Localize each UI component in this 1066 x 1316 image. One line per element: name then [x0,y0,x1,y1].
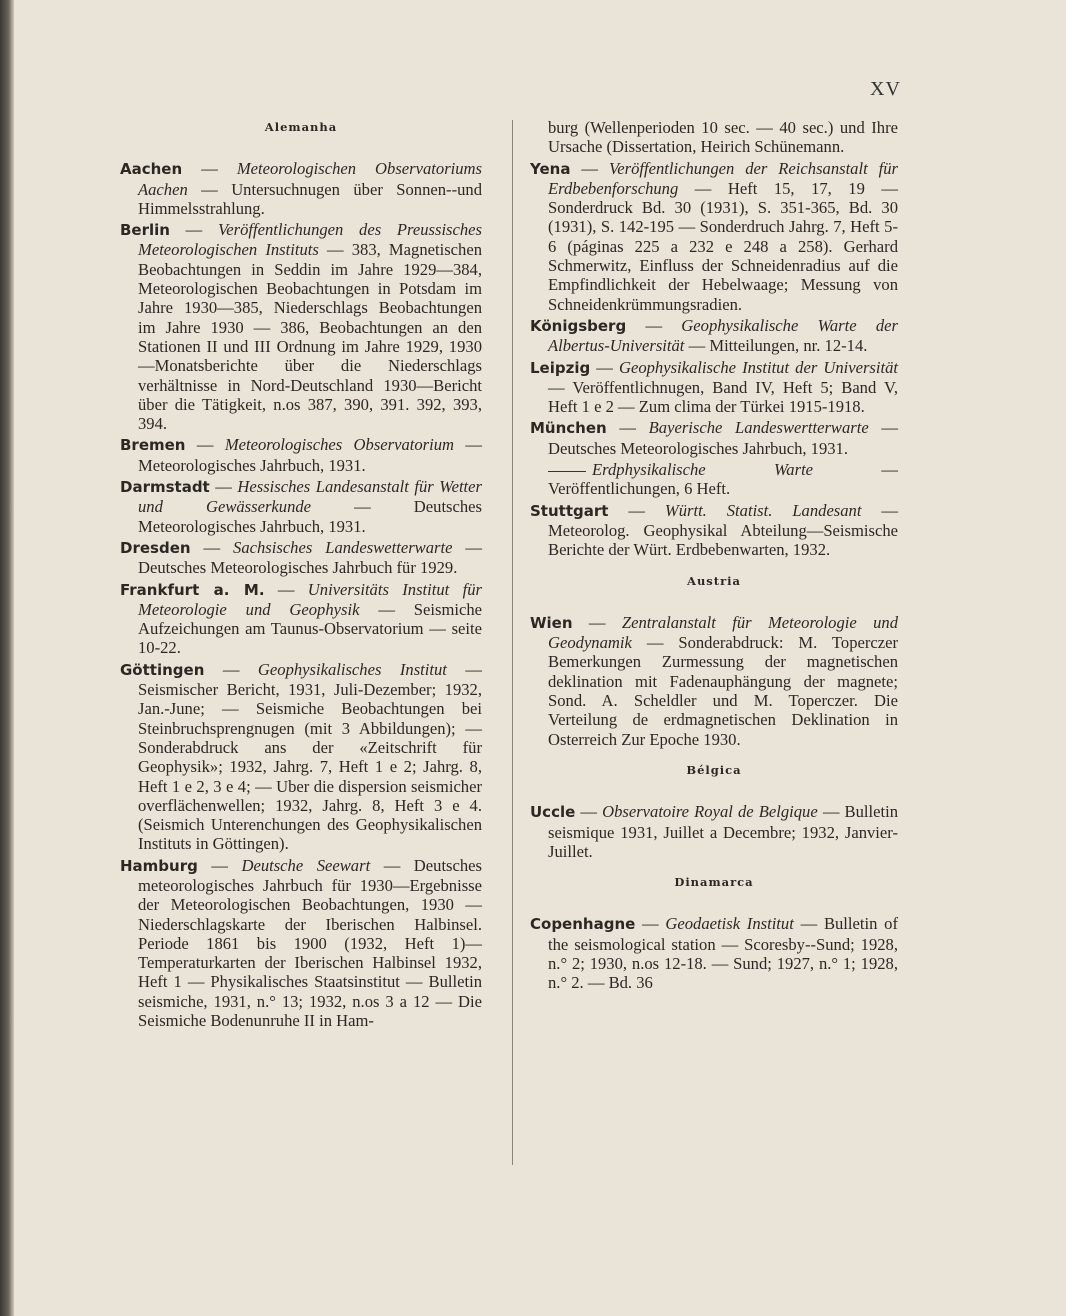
entry-institution: Deutsche Seewart [241,855,371,875]
entry: Hamburg — Deutsche Seewart — Deutsches meteorologisches Jahrbuch für 1930—Ergebnisse der Meteorologischen Beobachtungen, 1930 — Niederschlagskarte der Iberischen Halbinsel. Periode 1861 bis 1900 (1932, Heft 1)—Temperaturkarten der Iberischen Halbinsel 1932, Heft 1 — Physikalisches Staatsinstitut — Bulletin seismiche, 1931, n.° 13; 1932, n.os 3 a 12 — Die Seismiche Bodenunruhe II in Ham- [120,855,482,1031]
entry: München — Bayerische Landeswertterwarte — Deutsches Meteorologisches Jahrbuch, 1931. [530,418,898,458]
entry-institution: Universitäts Institut für Meteorologie und Geophysik [138,579,482,619]
entry-city: Copenhagne [530,915,636,934]
left-column [120,118,482,1032]
entry-text: Untersuchnugen über Sonnen--und Himmelsstrahlung. [138,179,482,218]
entry-institution: Observatoire Royal de Belgique [602,802,818,822]
entry: Dresden — Sachsisches Landeswetterwarte — Deutsches Meteorologisches Jahrbuch für 1929. [120,537,483,578]
entry-city: Berlin [120,221,170,240]
entry-text: Bulletin of the seismological station — Scoresby--Sund; 1928, n.° 2; 1930, n.os 12-18. — Sund; 1927, n.° 1; 1928, n.° 2. — Bd. 36 [548,914,898,993]
entry-city: München [530,419,607,438]
entry: Berlin — Veröffentlichungen des Preussisches Meteorologischen Instituts — 383, Magnetischen Beobachtungen in Seddin im Jahre 1929—384, Meteorologischen Beobachtungen in Potsdam im Jahre 1930—385, Niederschlags Beobachtungen im Jahre 1930 — 386, Beobachtungen an den Stationen II und III Ordnung im Jahre 1929, 1930—Monatsberichte über die Niederschlags verhältnisse in Nord-Deutschland 1930—Bericht über die Tätigkeit, n.os 387, 390, 391. 392, 393, 394. [120,220,483,434]
entry-institution: Hessisches Landesanstalt für Wetter und Gewässerkunde [138,477,482,517]
column-divider [512,120,513,1165]
entry-institution: Meteorologisches Observatorium [224,435,455,455]
entry: Wien — Zentralanstalt für Meteorologie und Geodynamik — Sonderabdruck: M. Toperczer Bemerkungen Zurmessung der magnetischen deklination mit Fadenauphängung der magnete; Sond. A. Scheldler und M. Toperczer. Die Verteilung de erdmagnetischen Deklination in Osterreich Zur Epoche 1930. [530,612,899,749]
entry: Darmstadt — Hessisches Landesanstalt für Wetter und Gewässerkunde — Deutsches Meteorologisches Jahrbuch, 1931. [120,477,482,536]
section-heading-austria: Austria [687,573,741,588]
entry: Copenhagne — Geodaetisk Institut — Bulletin of the seismological station — Scoresby--Sund; 1928, n.° 2; 1930, n.os 12-18. — Sund; 1927, n.° 1; 1928, n.° 2. — Bd. 36 [530,914,898,993]
entry: Leipzig — Geophysikalische Institut der Universität — Veröffentlichnugen, Band IV, Heft 5; Band V, Heft 1 e 2 — Zum clima der Türkei 1915-1918. [530,357,899,417]
entry-city: Uccle [530,803,576,822]
entry-city: Bremen [120,436,186,455]
entry-city: Darmstadt [120,478,210,497]
entry-text: Sonderabdruck: M. Toperczer Bemerkungen Zurmessung der magnetischen deklination mit Fadenauphängung der magnete; Sond. A. Scheldler und M. Toperczer. Die Verteilung de erdmagnetischen Deklination in Osterreich Zur Epoche 1930. [548,633,898,749]
entry-text: Meteorologisches Jahrbuch, 1931. [138,455,366,475]
entry-city: Yena [530,159,571,178]
entry-text: Seismiche Aufzeichungen am Taunus-Observatorium — seite 10-22. [138,599,482,658]
entry-institution: Bayerische Landeswertterwarte [648,418,869,438]
entry: Göttingen — Geophysikalisches Institut — Seismischer Bericht, 1931, Juli-Dezember; 1932, Jan.-June; — Seismiche Beobachtungen bei Steinbruchsprengnugen (mit 3 Abbildungen); — Sonderabdruck ans der «Zeitschrift für Geophysik»; 1932, Jahrg. 7, Heft 1 e 2; Jahrg. 8, Heft 1 e 2, 3 e 4; — Uber die dispersion seismicher overflächenwellen; 1932, Jahrg. 8, Heft 3 e 4. (Seismich Unterenchungen des Geophysikalischen Instituts in Göttingen). [120,659,482,854]
entry-city: Frankfurt a. M. [120,580,265,599]
entry-institution: Württ. Statist. Landesant [664,500,862,520]
entry: Yena — Veröffentlichungen der Reichsanstalt für Erdbebenforschung — Heft 15, 17, 19 — Sonderdruck Bd. 30 (1931), S. 351-365, Bd. 30 (1931), S. 142-195 — Sonderdruch Jahrg. 7, Heft 5-6 (páginas 225 a 232 e 248 a 258). Gerhard Schmerwitz, Einfluss der Schneidenradius auf die Empfindlichkeit der Hebelwaage; Messung von Schneidenkrümmungsradien. [530,158,899,314]
entry-text: Heft 15, 17, 19 — Sonderdruck Bd. 30 (1931), S. 351-365, Bd. 30 (1931), S. 142-195 — Sonderdruch Jahrg. 7, Heft 5-6 (páginas 225 a 232 e 248 a 258). Gerhard Schmerwitz, Einfluss der Schneidenradius auf die Empfindlichkeit der Hebelwaage; Messung von Schneidenkrümmungsradien. [548,178,898,314]
entry-institution: Meteorologischen Observatoriums Aachen [138,159,482,199]
page-number: XV [870,78,901,100]
entry: Königsberg — Geophysikalische Warte der Albertus-Universität — Mitteilungen, nr. 12-14. [530,315,898,356]
entry-institution: Geodaetisk Institut [665,914,794,934]
ditto-dash [548,471,586,472]
entry-text: Deutsches Meteorologisches Jahrbuch, 1931. [138,497,482,536]
entry-institution: Geophysikalisches Institut [257,659,447,679]
entry-text: Mitteilungen, nr. 12-14. [709,336,868,356]
entry-text: Meteorolog. Geophysikal Abteilung—Seismische Berichte der Würt. Erdbebenwarten, 1932. [548,520,898,560]
entry: Aachen — Meteorologischen Observatoriums Aachen — Untersuchnugen über Sonnen--und Himmelsstrahlung. [120,159,482,218]
entry-institution: Geophysikalische Institut der Universität [618,357,899,377]
entry-institution: Veröffentlichungen des Preussisches Meteorologischen Instituts [138,220,483,260]
entry-institution: Veröffentlichungen der Reichsanstalt für Erdbebenforschung [548,158,899,198]
entry: Frankfurt a. M. — Universitäts Institut für Meteorologie und Geophysik — Seismiche Aufzeichungen am Taunus-Observatorium — seite 10-22. [120,579,482,658]
entry-institution: Geophysikalische Warte der Albertus-Universität [548,315,898,356]
entry-text: Deutsches meteorologisches Jahrbuch für 1930—Ergebnisse der Meteorologischen Beobachtungen, 1930 — Niederschlagskarte der Iberischen Halbinsel. Periode 1861 bis 1900 (1932, Heft 1)—Temperaturkarten der Iberischen Halbinsel 1932, Heft 1 — Physikalisches Staatsinstitut — Bulletin seismiche, 1931, n.° 13; 1932, n.os 3 a 12 — Die Seismiche Bodenunruhe II in Ham- [138,855,482,1031]
entry-city: Stuttgart [530,501,609,520]
entry-list-left [120,159,482,1030]
entry-city: Hamburg [120,856,198,875]
continuation-text: burg (Wellenperioden 10 sec. — 40 sec.) und Ihre Ursache (Dissertation, Heirich Schünemann. [548,118,898,157]
entry: Bremen — Meteorologisches Observatorium — Meteorologisches Jahrbuch, 1931. [120,435,482,475]
book-binding-edge [0,0,14,1316]
section-heading-belgica: Bélgica [686,762,742,777]
entry-institution: Zentralanstalt für Meteorologie und Geodynamik [548,612,899,653]
entry-text: Seismischer Bericht, 1931, Juli-Dezember; 1932, Jan.-June; — Seismiche Beobachtungen bei Steinbruchsprengnugen (mit 3 Abbildungen); — Sonderabdruck ans der «Zeitschrift für Geophysik»; 1932, Jahrg. 7, Heft 1 e 2; Jahrg. 8, Heft 1 e 2, 3 e 4; — Uber die dispersion seismicher overflächenwellen; 1932, Jahrg. 8, Heft 3 e 4. (Seismich Unterenchungen des Geophysikalischen Instituts in Göttingen). [138,680,482,854]
entry-city: Göttingen [120,660,205,679]
entry-city: Leipzig [530,358,591,377]
entry-text: 383, Magnetischen Beobachtungen in Seddin im Jahre 1929—384, Meteorologischen Beobachtungen in Potsdam im Jahre 1930—385, Niederschlags Beobachtungen im Jahre 1930 — 386, Beobachtungen an den Stationen II und III Ordnung im Jahre 1929, 1930—Monatsberichte über die Niederschlags verhältnisse in Nord-Deutschland 1930—Bericht über die Tätigkeit, n.os 387, 390, 391. 392, 393, 394. [138,240,482,434]
entry-text: Bulletin seismique 1931, Juillet a Decembre; 1932, Janvier-Juillet. [548,802,898,861]
entry: Erdphysikalische Warte — Veröffentlichungen, 6 Heft. [548,460,898,499]
entry: Uccle — Observatoire Royal de Belgique — Bulletin seismique 1931, Juillet a Decembre; 1932, Janvier-Juillet. [530,802,898,861]
entry-text: Deutsches Meteorologisches Jahrbuch für 1929. [138,558,458,578]
right-column [530,118,898,995]
entry-city: Königsberg [530,316,627,335]
entry-institution: Sachsisches Landeswetterwarte [233,537,453,557]
entry-text: Veröffentlichnugen, Band IV, Heft 5; Band V, Heft 1 e 2 — Zum clima der Türkei 1915-1918. [548,377,898,417]
entry-city: Aachen [120,160,183,179]
entry-text: Veröffentlichungen, 6 Heft. [548,479,731,499]
entry-city: Wien [530,613,573,632]
section-heading-alemanha: Alemanha [264,120,338,134]
entry: Stuttgart — Württ. Statist. Landesant — Meteorolog. Geophysikal Abteilung—Seismische Berichte der Würt. Erdbebenwarten, 1932. [530,500,898,560]
section-heading-dinamarca: Dinamarca [674,875,754,890]
entry-institution: Erdphysikalische Warte [592,460,814,480]
entry-text: Deutsches Meteorologisches Jahrbuch, 1931. [548,438,849,458]
entry-city: Dresden [120,538,191,557]
